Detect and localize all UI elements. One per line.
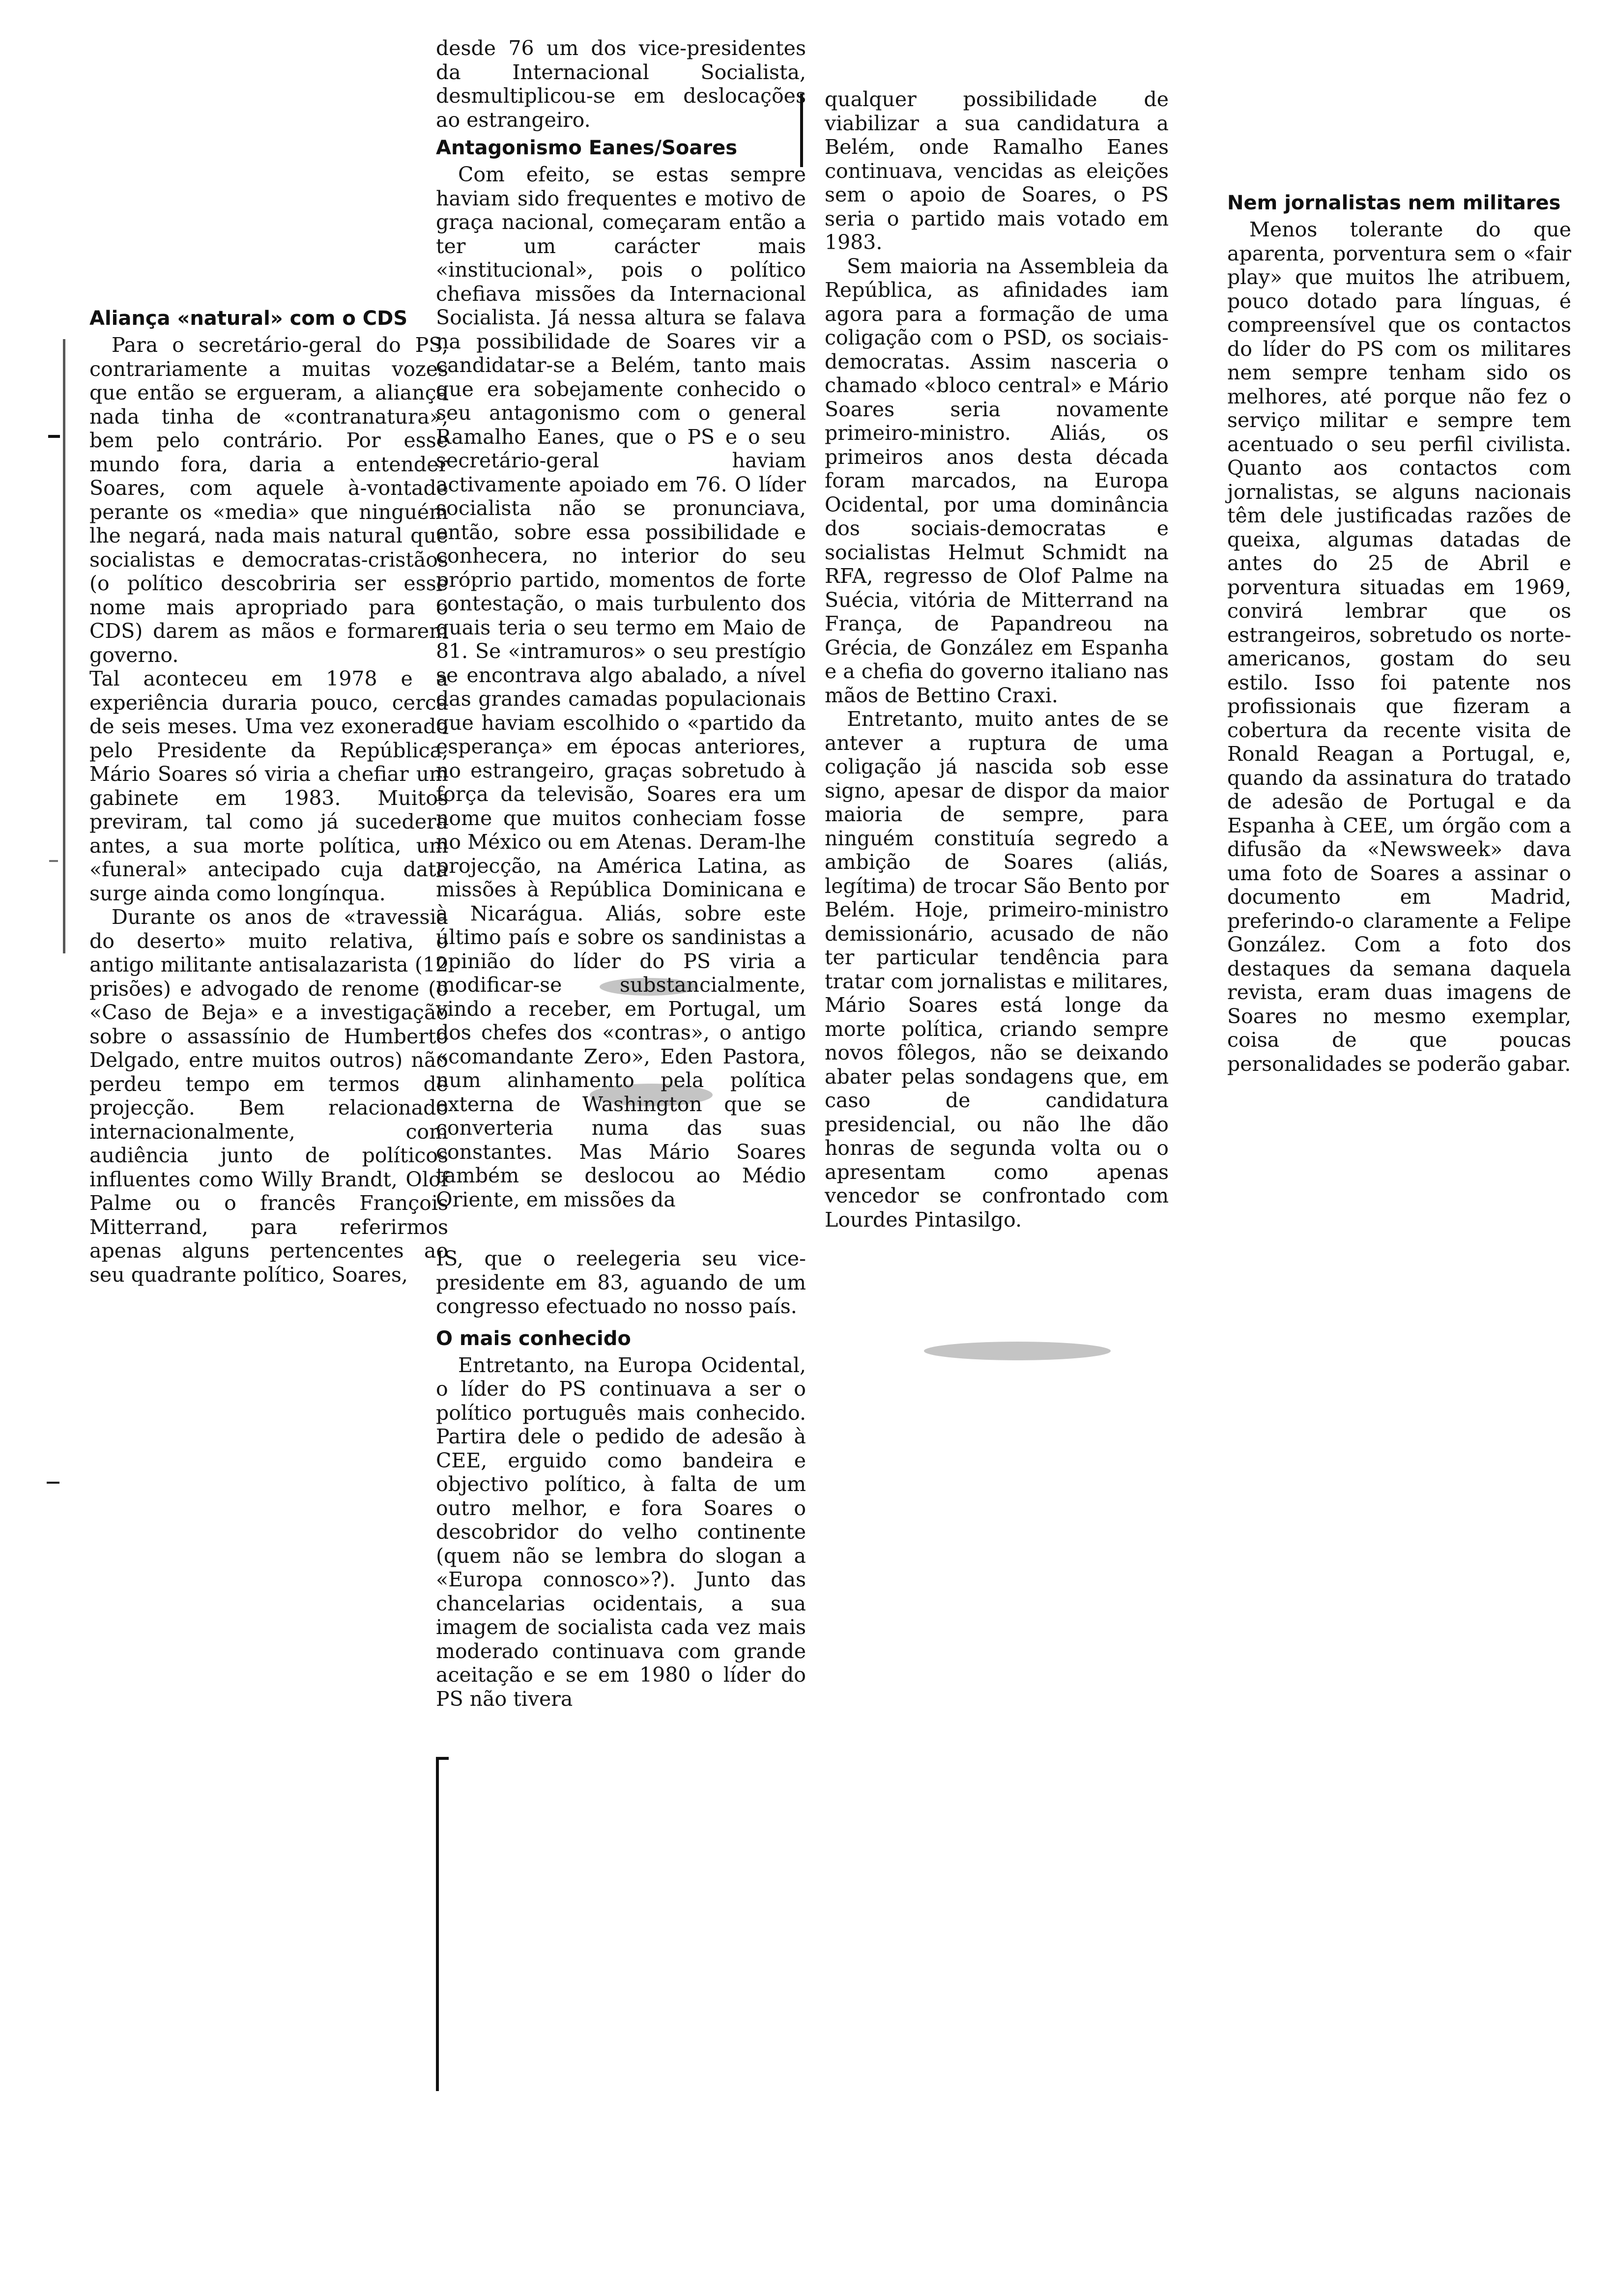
- margin-dash-2: [47, 1482, 59, 1484]
- heading-o-mais-conhecido: O mais conhecido: [436, 1327, 631, 1350]
- col2-paragraph-3: Entretanto, na Europa Ocidental, o líder do PS continuava a ser o político português mais conhecido. Partira dele o pedido de adesão à CEE, erguido como bandeira e objectivo político, à falta de um outro melhor, e fora Soares o descobridor do velho continente (quem não se lembra do slogan a «Europa connosco»?). Junto das chancelarias ocidentais, a sua imagem de socialista cada vez mais moderado continuava com grande aceitação e se em 1980 o líder do PS não tivera: [436, 1353, 806, 1711]
- col2-intro: desde 76 um dos vice-presidentes da Internacional Socialista, desmultiplicou-se em deslocações ao estrangeiro.: [436, 36, 806, 132]
- col1-paragraph-2: Tal aconteceu em 1978 e a experiência duraria pouco, cerca de seis meses. Uma vez exonerado pelo Presidente da República, Mário Soares só viria a chefiar um gabinete em 1983. Muitos previram, tal como já sucedera antes, a sua morte política, um «funeral» antecipado cuja data surge ainda como longínqua.: [89, 667, 448, 905]
- heading-antagonismo: Antagonismo Eanes/Soares: [436, 137, 738, 159]
- heading-nem-jornalistas: Nem jornalistas nem militares: [1227, 192, 1561, 214]
- column-3: [825, 87, 1169, 1232]
- col3-paragraph-3: Entretanto, muito antes de se antever a ruptura de uma coligação já nascida sob esse signo, apesar de dispor da maior maioria de sempre, para ninguém constituía segredo a ambição de Soares (aliás, legítima) de trocar São Bento por Belém. Hoje, primeiro-ministro demissionário, acusado de não ter particular tendência para tratar com jornalistas e militares, Mário Soares está longe da morte política, criando sempre novos fôlegos, não se deixando abater pelas sondagens que, em caso de candidatura presidencial, ou não lhe dão honras de segunda volta ou o apresentam como apenas vencedor se confrontado com Lourdes Pintasilgo.: [825, 707, 1169, 1232]
- col3-paragraph-2: Sem maioria na Assembleia da República, as afinidades iam agora para a formação de uma coligação com o PSD, os sociais-democratas. Assim nasceria o chamado «bloco central» e Mário Soares seria novamente primeiro-ministro. Aliás, os primeiros anos desta década foram marcados, na Europa Ocidental, por uma dominância dos sociais-democratas e socialistas Helmut Schmidt na RFA, regresso de Olof Palme na Suécia, vitória de Mitterrand na França, de Papandreou na Grécia, de González em Espanha e a chefia do governo italiano nas mãos de Bettino Craxi.: [825, 254, 1169, 707]
- heading-alianca: Aliança «natural» com o CDS: [89, 307, 408, 330]
- bracket-mark-top: [436, 1757, 449, 1760]
- column-rule-left-2: [63, 339, 65, 953]
- margin-dash-3: [49, 860, 58, 862]
- col2-paragraph-1: Com efeito, se estas sempre haviam sido frequentes e motivo de graça nacional, começaram então a ter um carácter mais «institucional», pois o político chefiava missões da Internacional Socialista. Já nessa altura se falava na possibilidade de Soares vir a candidatar-se a Belém, tanto mais que era sobejamente conhecido o seu antagonismo com o general Ramalho Eanes, que o PS e o seu secretário-geral haviam activamente apoiado em 76. O líder socialista não se pronunciava, então, sobre essa possibilidade e conhecera, no interior do seu próprio partido, momentos de forte contestação, o mais turbulento dos quais teria o seu termo em Maio de 81. Se «intramuros» o seu prestígio se encontrava algo abalado, a nível das grandes camadas populacionais que haviam escolhido o «partido da esperança» em épocas anteriores, no estrangeiro, graças sobretudo à força da televisão, Soares era um nome que muitos conheciam fosse no México ou em Atenas. Deram-lhe projecção, na América Latina, as missões à República Dominicana e à Nicarágua. Aliás, sobre este último país e sobre os sandinistas a opinião do líder do PS viria a modificar-se substancialmente, vindo a receber, em Portugal, um dos chefes dos «contras», o antigo «comandante Zero», Eden Pastora, num alinhamento pela política externa de Washington que se converteria numa das suas constantes. Mas Mário Soares também se deslocou ao Médio Oriente, em missões da: [436, 163, 806, 1211]
- col4-paragraph-1: Menos tolerante do que aparenta, porventura sem o «fair play» que muitos lhe atribuem, pouco dotado para línguas, é compreensível que os contactos do líder do PS com os militares nem sempre tenham sido os melhores, até porque não fez o serviço militar e sempre tem acentuado o seu perfil civilista. Quanto aos contactos com jornalistas, se alguns nacionais têm dele justificadas razões de queixa, algumas datadas de antes do 25 de Abril e porventura situadas em 1969, convirá lembrar que os estrangeiros, sobretudo os norte-americanos, gostam do seu estilo. Isso foi patente nos profissionais que fizeram a cobertura da recente visita de Ronald Reagan a Portugal, e, quando da assinatura do tratado de adesão de Portugal e da Espanha à CEE, um órgão com a difusão da «Newsweek» dava uma foto de Soares a assinar o documento em Madrid, preferindo-o claramente a Felipe González. Com a foto dos destaques da semana daquela revista, eram duas imagens de Soares no mesmo exemplar, coisa de que poucas personalidades se poderão gabar.: [1227, 218, 1571, 1076]
- col1-paragraph-1: Para o secretário-geral do PS, contrariamente a muitas vozes que então se ergueram, a aliança nada tinha de «contranatura», bem pelo contrário. Por esse mundo fora, daria a entender Soares, com aquele à-vontade perante os «media» que ninguém lhe negará, nada mais natural que socialistas e democratas-cristãos (o político descobriria ser esse nome mais apropriado para o CDS) darem as mãos e formarem governo.: [89, 333, 448, 667]
- col1-paragraph-3: Durante os anos de «travessia do deserto» muito relativa, o antigo militante antisalazarista (12 prisões) e advogado de renome (o «Caso de Beja» e a investigação sobre o assassínio de Humberto Delgado, entre muitos outros) não perdeu tempo em termos de projecção. Bem relacionado internacionalmente, com audiência junto de políticos influentes como Willy Brandt, Olof Palme ou o francês François Mitterrand, para referirmos apenas alguns pertencentes ao seu quadrante político, Soares,: [89, 905, 448, 1287]
- col3-paragraph-1: qualquer possibilidade de viabilizar a sua candidatura a Belém, onde Ramalho Eanes continuava, vencidas as eleições sem o apoio de Soares, o PS seria o partido mais votado em 1983.: [825, 87, 1169, 254]
- col2-paragraph-2: IS, que o reelegeria seu vice-presidente em 83, aguando de um congresso efectuado no nosso país.: [436, 1247, 806, 1318]
- column-2: [436, 36, 806, 1711]
- column-1: [89, 302, 448, 1287]
- column-4: [1227, 187, 1571, 1076]
- scan-smudge-3: [924, 1342, 1111, 1360]
- bracket-mark: [436, 1757, 439, 2091]
- margin-dash: [48, 435, 60, 438]
